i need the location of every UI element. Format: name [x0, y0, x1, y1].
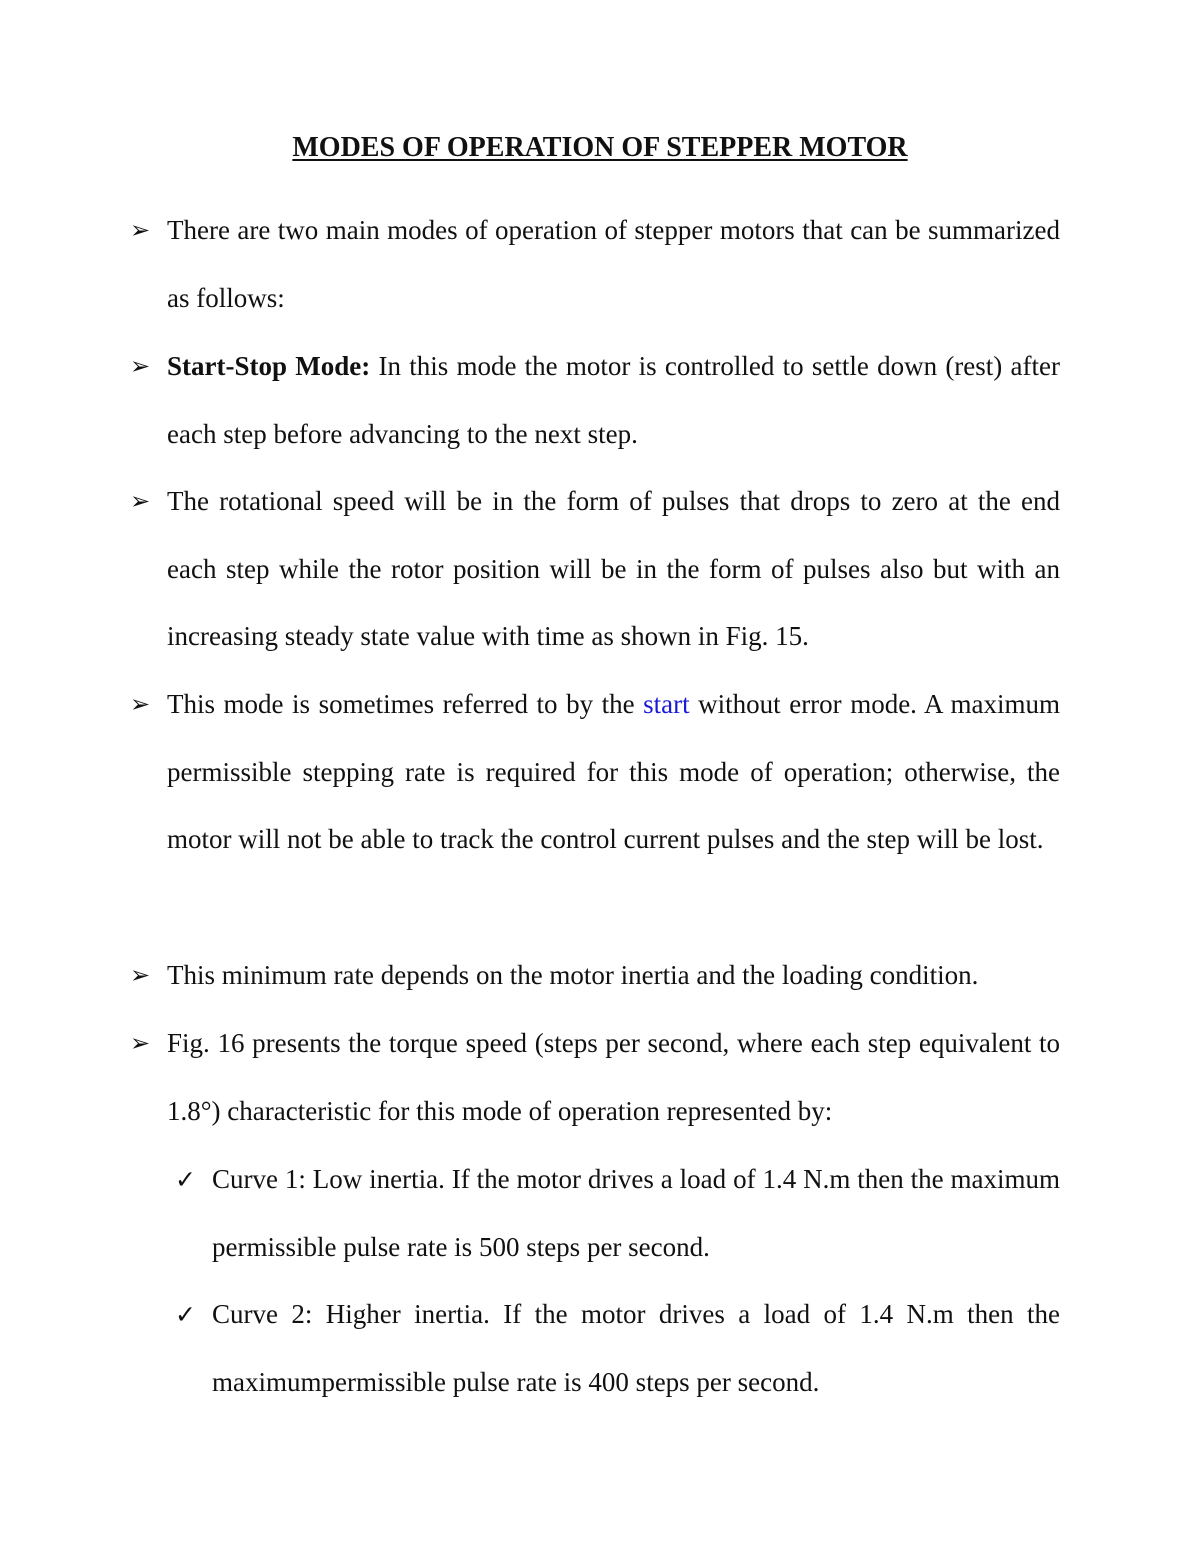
bullet-item-start-stop-mode [130, 333, 1060, 468]
bullet-text: This minimum rate depends on the motor inertia and the loading condition. [167, 960, 979, 990]
arrow-bullet-icon: ➢ [130, 1029, 151, 1057]
checkmark-icon: ✓ [175, 1300, 196, 1329]
sub-bullet-text: Curve 2: Higher inertia. If the motor drives a load of 1.4 N.m then the maximumpermissible pulse rate is 400 steps per second. [212, 1299, 1060, 1397]
bullet-item-modes-intro [130, 197, 1060, 332]
start-link[interactable]: start [643, 689, 690, 719]
bullet-text [167, 333, 1060, 468]
bullet-item-start-without-error [130, 671, 1060, 874]
arrow-bullet-icon: ➢ [130, 352, 151, 380]
term-description: In this mode the motor is controlled to settle down (rest) after each step before advancing to the next step. [167, 351, 1060, 449]
term-label: Start-Stop Mode: [167, 351, 371, 381]
text-after-link: without error mode. A maximum permissible stepping rate is required for this mode of operation; otherwise, the motor will not be able to track the control current pulses and the step will be lost. [167, 689, 1060, 855]
text-before-link: This mode is sometimes referred to by the [167, 689, 644, 719]
sub-bullet-curve-2 [175, 1281, 1060, 1416]
arrow-bullet-icon: ➢ [130, 961, 151, 989]
sub-bullet-text: Curve 1: Low inertia. If the motor drives a load of 1.4 N.m then the maximum permissible pulse rate is 500 steps per second. [212, 1164, 1060, 1262]
bullet-text [167, 671, 1060, 874]
bullet-item-minimum-rate [130, 942, 1060, 1010]
bullet-text: Fig. 16 presents the torque speed (steps per second, where each step equivalent to 1.8°) characteristic for this mode of operation represented by: [167, 1028, 1060, 1126]
sub-bullet-curve-1 [175, 1146, 1060, 1281]
arrow-bullet-icon: ➢ [130, 690, 151, 718]
bullet-text: The rotational speed will be in the form of pulses that drops to zero at the end each step while the rotor position will be in the form of pulses also but with an increasing steady state value with time as shown in Fig. 15. [167, 486, 1060, 652]
bullet-item-rotational-speed [130, 468, 1060, 671]
bullet-text: There are two main modes of operation of stepper motors that can be summarized as follows: [167, 215, 1060, 313]
arrow-bullet-icon: ➢ [130, 216, 151, 244]
checkmark-icon: ✓ [175, 1165, 196, 1194]
bullet-item-fig16 [130, 1010, 1060, 1145]
arrow-bullet-icon: ➢ [130, 487, 151, 515]
page-title: MODES OF OPERATION OF STEPPER MOTOR [292, 132, 908, 163]
